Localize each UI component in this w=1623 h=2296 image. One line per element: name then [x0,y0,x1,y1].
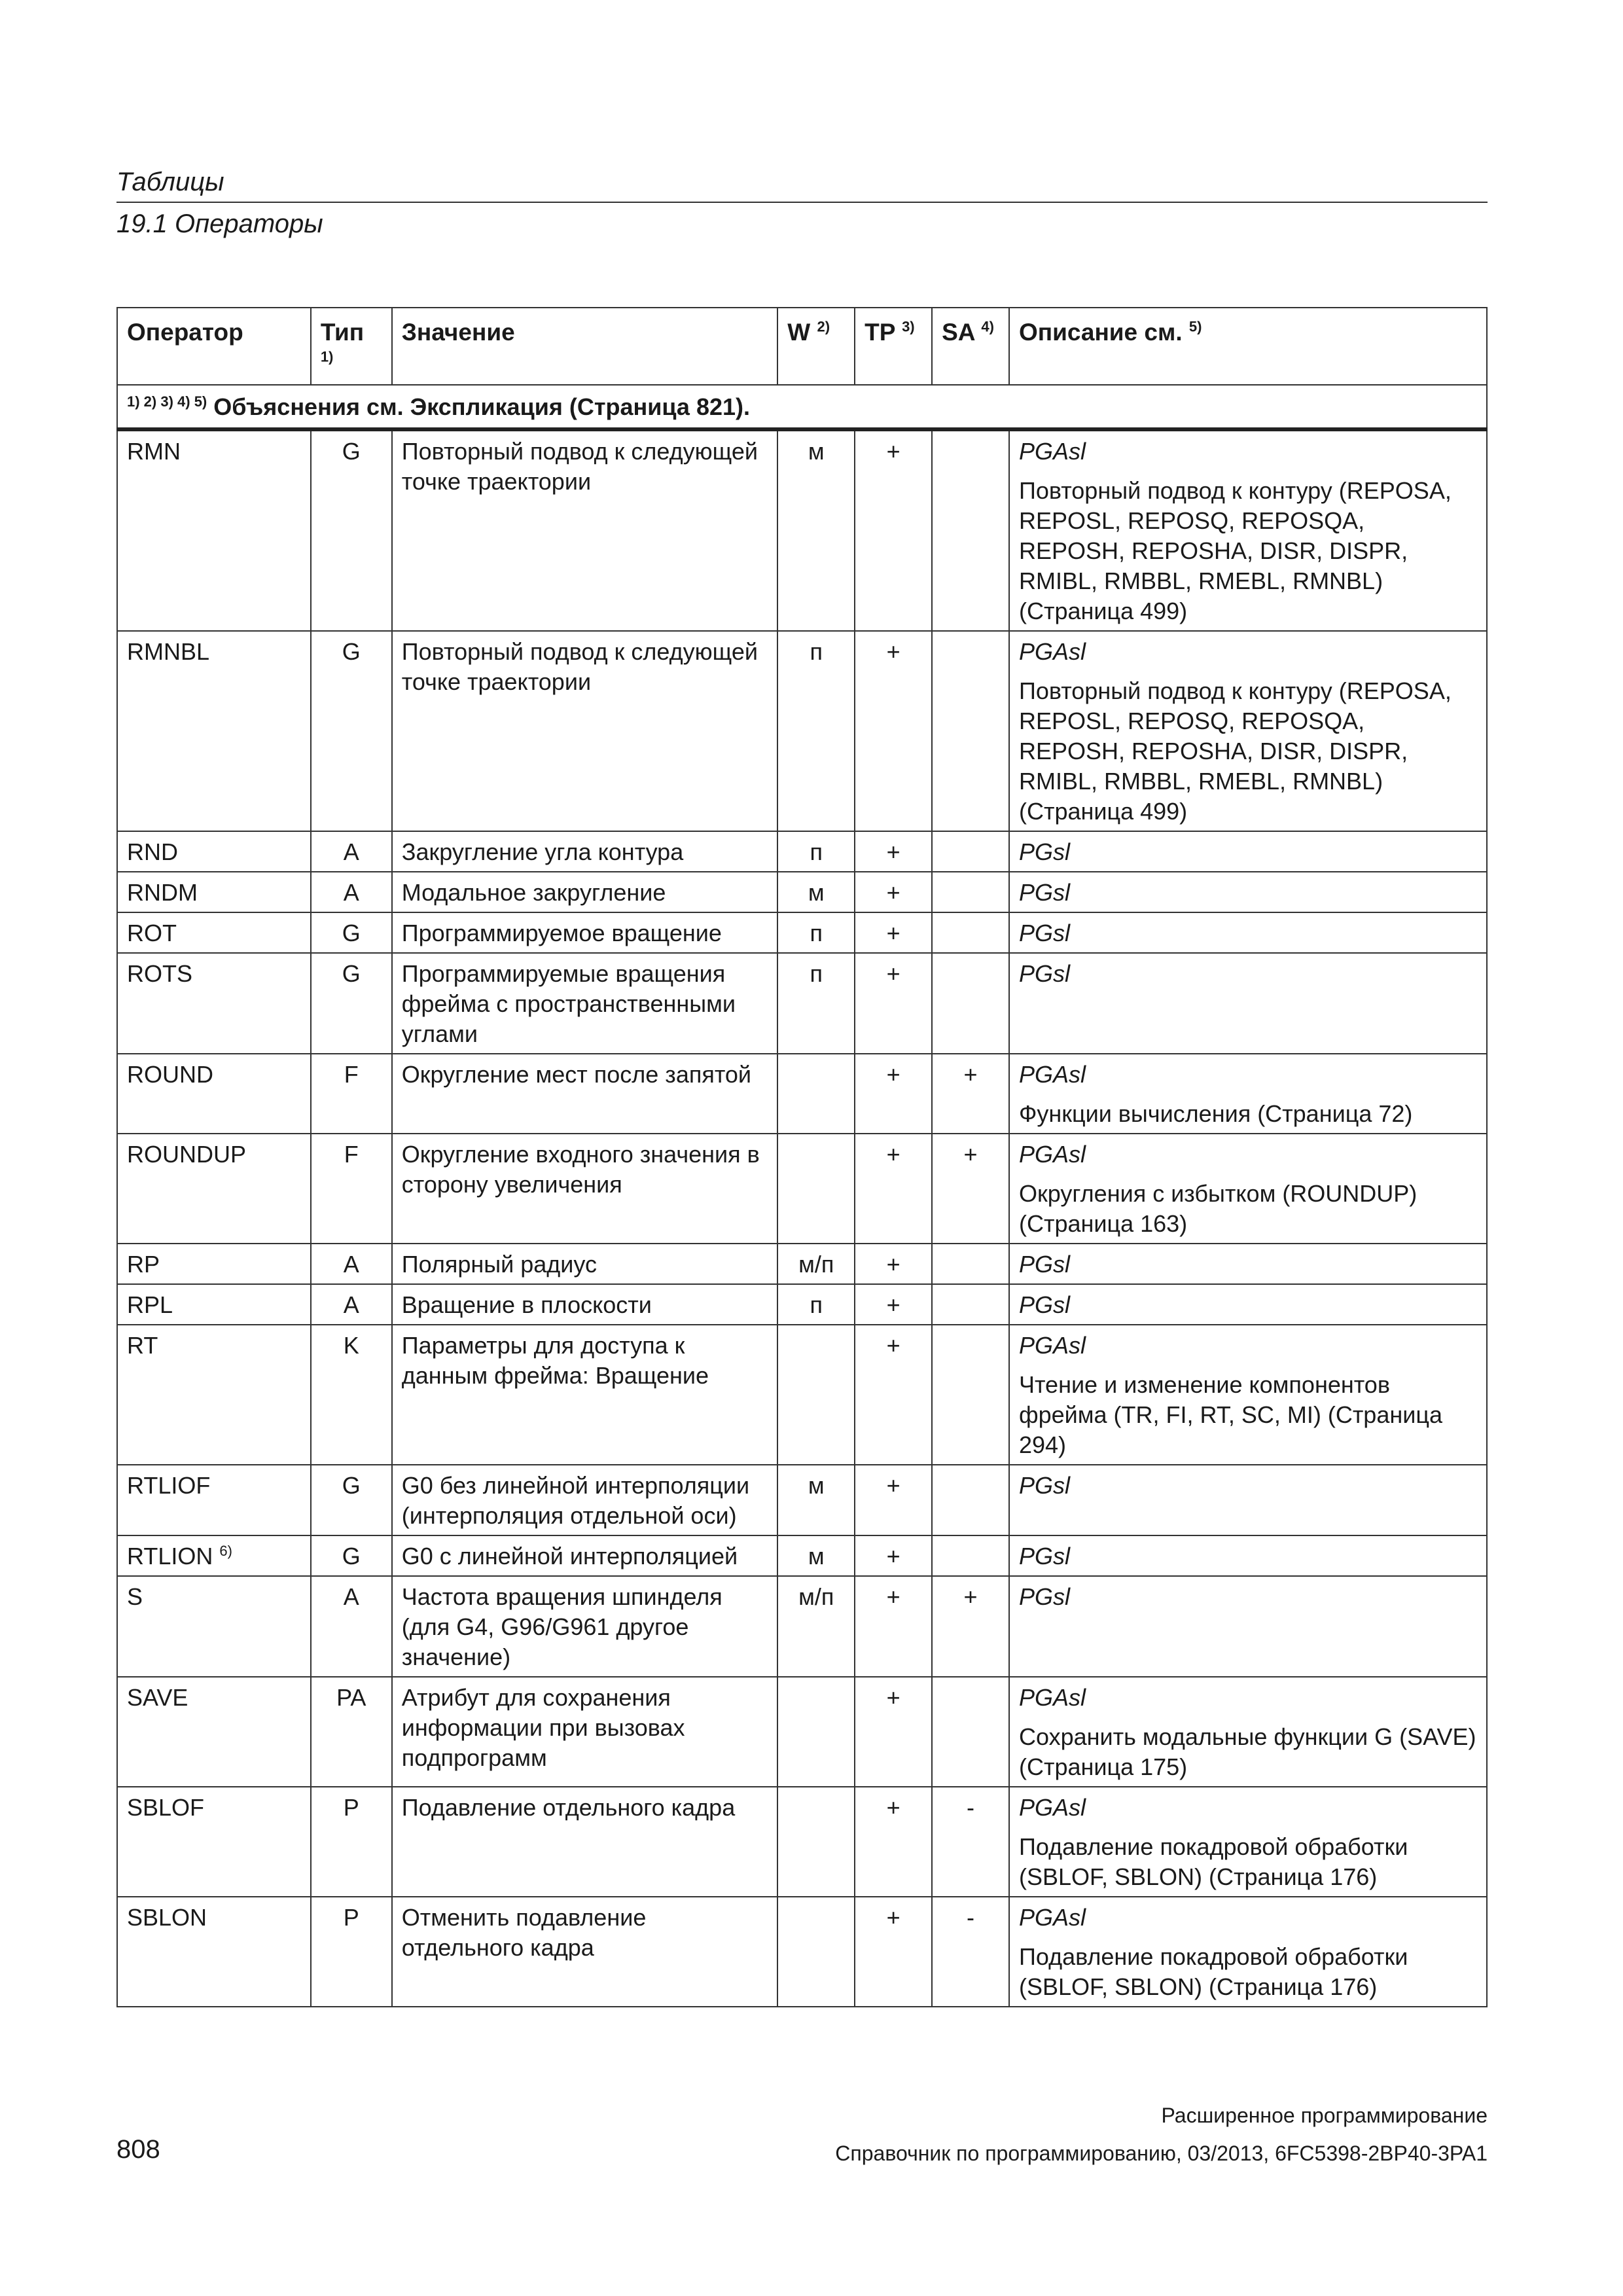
manual-reference: PGAsl [1018,438,1086,465]
cell-description [1009,1576,1487,1677]
cell-description [1009,1244,1487,1284]
manual-reference: PGAsl [1018,638,1086,665]
description-link[interactable]: Округления с избытком (ROUNDUP) (Страница 163) [1018,1180,1418,1237]
cell-w: п [777,953,855,1054]
cell-sa [932,1284,1009,1325]
cell-sa: + [932,1576,1009,1677]
cell-tp: + [855,1576,932,1677]
manual-reference: PGsl [1018,920,1070,946]
cell-type: A [311,831,392,872]
table-row [117,1897,1487,2007]
legend-note: $^{1) 2) 3) 4) 5)}$ Объяснения см. Экспликация (Страница 821). [117,385,1487,429]
cell-operator [117,631,311,831]
cell-sa: + [932,1134,1009,1244]
cell-type: P [311,1897,392,2007]
operators-table [116,307,1488,2007]
cell-tp: + [855,429,932,631]
cell-type: G [311,429,392,631]
cell-tp: + [855,1284,932,1325]
description-link[interactable]: Подавление покадровой обработки (SBLOF, SBLON) (Страница 176) [1018,1833,1408,1890]
cell-operator [117,1535,311,1576]
operator-name: SAVE [127,1684,188,1711]
cell-meaning: Программируемые вращения фрейма с пространственными углами [392,953,778,1054]
cell-tp: + [855,1677,932,1787]
cell-description [1009,1325,1487,1465]
cell-w: м [777,872,855,912]
cell-w: п [777,912,855,953]
cell-meaning: Программируемое вращение [392,912,778,953]
operator-name: SBLON [127,1904,207,1931]
cell-w: м [777,429,855,631]
cell-sa: - [932,1897,1009,2007]
table-row [117,1244,1487,1284]
description-link[interactable]: Чтение и изменение компонентов фрейма (TR, FI, RT, SC, MI) (Страница 294) [1018,1371,1442,1458]
cell-description [1009,1677,1487,1787]
cell-w [777,1325,855,1465]
manual-reference: PGsl [1018,1543,1070,1570]
cell-operator [117,429,311,631]
cell-meaning: Округление входного значения в сторону увеличения [392,1134,778,1244]
cell-description [1009,912,1487,953]
cell-meaning: Вращение в плоскости [392,1284,778,1325]
table-row [117,1465,1487,1535]
cell-type: A [311,1284,392,1325]
cell-w: п [777,631,855,831]
cell-tp: + [855,1465,932,1535]
cell-type: F [311,1134,392,1244]
operator-name: RT [127,1332,158,1359]
cell-operator [117,1134,311,1244]
description-link[interactable]: Сохранить модальные функции G (SAVE) (Страница 175) [1018,1723,1476,1780]
cell-meaning: Частота вращения шпинделя (для G4, G96/G961 другое значение) [392,1576,778,1677]
table-row [117,429,1487,631]
cell-tp: + [855,912,932,953]
cell-meaning: G0 без линейной интерполяции (интерполяция отдельной оси) [392,1465,778,1535]
col-header-description: Описание см. $^{5)}$ [1009,308,1487,385]
manual-reference: PGsl [1018,1472,1070,1499]
operator-name: RP [127,1251,160,1278]
description-link[interactable]: Функции вычисления (Страница 72) [1018,1100,1413,1127]
cell-sa [932,1325,1009,1465]
table-row [117,1787,1487,1897]
manual-reference: PGAsl [1018,1332,1086,1359]
cell-sa [932,831,1009,872]
cell-w [777,1134,855,1244]
cell-description [1009,1897,1487,2007]
operator-name: ROT [127,920,177,946]
cell-meaning: G0 с линейной интерполяцией [392,1535,778,1576]
cell-sa [932,872,1009,912]
manual-reference: PGsl [1018,879,1070,906]
col-header-w: W $^{2)}$ [777,308,855,385]
cell-description [1009,953,1487,1054]
table-row [117,831,1487,872]
operator-name: RMN [127,438,181,465]
table-row [117,953,1487,1054]
cell-type: PA [311,1677,392,1787]
description-link[interactable]: Повторный подвод к контуру (REPOSA, REPOSL, REPOSQ, REPOSQA, REPOSH, REPOSHA, DISR, DISPR, RMIBL, RMBBL, RMEBL, RMNBL) (Страница 499) [1018,677,1452,825]
cell-type: A [311,872,392,912]
table-row [117,1134,1487,1244]
cell-meaning: Округление мест после запятой [392,1054,778,1134]
manual-reference: PGAsl [1018,1141,1086,1168]
manual-reference: PGsl [1018,838,1070,865]
table-row [117,872,1487,912]
col-header-tp: TP $^{3)}$ [855,308,932,385]
operator-name: RNDM [127,879,198,906]
cell-sa [932,1244,1009,1284]
cell-tp: + [855,1134,932,1244]
cell-operator [117,1576,311,1677]
cell-operator [117,1325,311,1465]
cell-tp: + [855,1535,932,1576]
manual-reference: PGsl [1018,1583,1070,1610]
manual-reference: PGsl [1018,1251,1070,1278]
operator-name: RPL [127,1291,173,1318]
cell-type: K [311,1325,392,1465]
cell-type: G [311,1535,392,1576]
manual-reference: PGAsl [1018,1794,1086,1821]
cell-tp: + [855,831,932,872]
cell-tp: + [855,1325,932,1465]
cell-w: п [777,831,855,872]
cell-type: P [311,1787,392,1897]
table-row [117,1284,1487,1325]
cell-tp: + [855,1244,932,1284]
cell-description [1009,429,1487,631]
table-row [117,912,1487,953]
cell-operator [117,1465,311,1535]
legend-note-row [117,385,1487,429]
cell-tp: + [855,1787,932,1897]
cell-description [1009,1787,1487,1897]
cell-description [1009,872,1487,912]
cell-operator [117,1897,311,2007]
cell-meaning: Повторный подвод к следующей точке траектории [392,429,778,631]
cell-tp: + [855,953,932,1054]
cell-meaning: Повторный подвод к следующей точке траектории [392,631,778,831]
table-row [117,1576,1487,1677]
manual-reference: PGsl [1018,1291,1070,1318]
cell-description [1009,1054,1487,1134]
operator-name: ROUND [127,1061,213,1088]
cell-w: м [777,1465,855,1535]
footer-doc-info: Справочник по программированию, 03/2013, 6FC5398-2BP40-3PA1 [835,2142,1488,2165]
manual-reference: PGAsl [1018,1904,1086,1931]
operator-name: RND [127,838,178,865]
cell-sa [932,953,1009,1054]
cell-description [1009,1535,1487,1576]
operator-name: ROUNDUP [127,1141,247,1168]
page-number: 808 [116,2135,160,2164]
operator-name: RTLIOF [127,1472,211,1499]
cell-description [1009,631,1487,831]
cell-type: G [311,953,392,1054]
manual-reference: PGAsl [1018,1684,1086,1711]
cell-meaning: Отменить подавление отдельного кадра [392,1897,778,2007]
cell-tp: + [855,872,932,912]
cell-w [777,1054,855,1134]
table-row [117,1325,1487,1465]
cell-sa [932,1535,1009,1576]
manual-reference: PGsl [1018,960,1070,987]
operator-name: SBLOF [127,1794,205,1821]
manual-reference: PGAsl [1018,1061,1086,1088]
cell-tp: + [855,631,932,831]
operator-name: ROTS [127,960,193,987]
operator-footnote: 6) [219,1543,232,1559]
cell-description [1009,1465,1487,1535]
section-title: Таблицы [116,168,224,196]
cell-w: м [777,1535,855,1576]
cell-operator [117,1244,311,1284]
table-header-row [117,308,1487,385]
col-header-type: Тип $^{1)}$ [311,308,392,385]
table-row [117,631,1487,831]
cell-description [1009,831,1487,872]
operator-name: RTLION [127,1543,213,1570]
cell-type: G [311,631,392,831]
cell-meaning: Атрибут для сохранения информации при вызовах подпрограмм [392,1677,778,1787]
cell-meaning: Полярный радиус [392,1244,778,1284]
cell-operator [117,1677,311,1787]
cell-description [1009,1134,1487,1244]
description-link[interactable]: Подавление покадровой обработки (SBLOF, SBLON) (Страница 176) [1018,1943,1408,2000]
col-header-sa: SA $^{4)}$ [932,308,1009,385]
col-header-meaning: Значение [392,308,778,385]
cell-meaning: Модальное закругление [392,872,778,912]
cell-sa [932,429,1009,631]
col-header-operator: Оператор [117,308,311,385]
cell-sa: + [932,1054,1009,1134]
footer-title: Расширенное программирование [1161,2104,1488,2127]
cell-meaning: Параметры для доступа к данным фрейма: Вращение [392,1325,778,1465]
operator-name: RMNBL [127,638,210,665]
cell-tp: + [855,1054,932,1134]
cell-type: F [311,1054,392,1134]
cell-type: G [311,1465,392,1535]
cell-tp: + [855,1897,932,2007]
cell-type: G [311,912,392,953]
cell-description [1009,1284,1487,1325]
cell-w [777,1897,855,2007]
cell-sa [932,912,1009,953]
cell-operator [117,1284,311,1325]
cell-type: A [311,1244,392,1284]
cell-w: п [777,1284,855,1325]
cell-w [777,1787,855,1897]
subsection-title: 19.1 Операторы [116,209,323,238]
table-row [117,1677,1487,1787]
cell-sa: - [932,1787,1009,1897]
cell-operator [117,912,311,953]
table-row [117,1535,1487,1576]
table-row [117,1054,1487,1134]
cell-w [777,1677,855,1787]
cell-meaning: Подавление отдельного кадра [392,1787,778,1897]
cell-type: A [311,1576,392,1677]
cell-meaning: Закругление угла контура [392,831,778,872]
operator-name: S [127,1583,143,1610]
cell-sa [932,1677,1009,1787]
cell-sa [932,631,1009,831]
cell-operator [117,831,311,872]
cell-operator [117,953,311,1054]
cell-sa [932,1465,1009,1535]
cell-operator [117,1787,311,1897]
header-rule [116,202,1488,203]
cell-operator [117,1054,311,1134]
cell-w: м/п [777,1244,855,1284]
cell-w: м/п [777,1576,855,1677]
description-link[interactable]: Повторный подвод к контуру (REPOSA, REPOSL, REPOSQ, REPOSQA, REPOSH, REPOSHA, DISR, DISPR, RMIBL, RMBBL, RMEBL, RMNBL) (Страница 499) [1018,477,1452,624]
cell-operator [117,872,311,912]
